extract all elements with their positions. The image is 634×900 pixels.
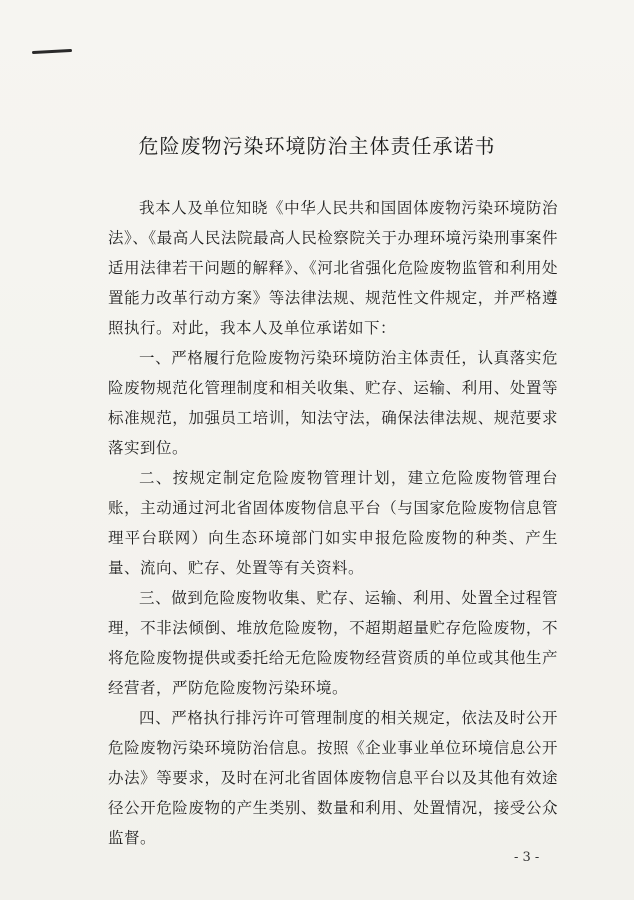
intro-paragraph: 我本人及单位知晓《中华人民共和国固体废物污染环境防治法》、《最高人民法院最高人民检察院关于办理环境污染刑事案件适用法律若干问题的解释》、《河北省强化危险废物监管和利用处置能力改革行动方案》等法律法规、规范性文件规定，并严格遵照执行。对此，我本人及单位承诺如下： (108, 199, 558, 337)
page-number: - 3 - (514, 850, 540, 865)
commitment-paragraph-3: 三、做到危险废物收集、贮存、运输、利用、处置全过程管理，不非法倾倒、堆放危险废物，不超期超量贮存危险废物，不将危险废物提供或委托给无危险废物经营资质的单位或其他生产经营者，严防危险废物污染环境。 (108, 589, 558, 697)
commitment-paragraph-1: 一、严格履行危险废物污染环境防治主体责任，认真落实危险废物规范化管理制度和相关收集、贮存、运输、利用、处置等标准规范，加强员工培训，知法守法，确保法律法规、规范要求落实到位。 (108, 349, 558, 457)
handwritten-dash-mark (32, 49, 72, 54)
document-title: 危险废物污染环境防治主体责任承诺书 (138, 134, 496, 158)
commitment-paragraph-4: 四、严格执行排污许可管理制度的相关规定，依法及时公开危险废物污染环境防治信息。按照《企业事业单位环境信息公开办法》等要求，及时在河北省固体废物信息平台以及其他有效途径公开危险废物的产生类别、数量和利用、处置情况，接受公众监督。 (108, 709, 558, 847)
document-body (108, 193, 558, 853)
commitment-paragraph-2: 二、按规定制定危险废物管理计划，建立危险废物管理台账，主动通过河北省固体废物信息平台（与国家危险废物信息管理平台联网）向生态环境部门如实申报危险废物的种类、产生量、流向、贮存、处置等有关资料。 (108, 469, 558, 577)
